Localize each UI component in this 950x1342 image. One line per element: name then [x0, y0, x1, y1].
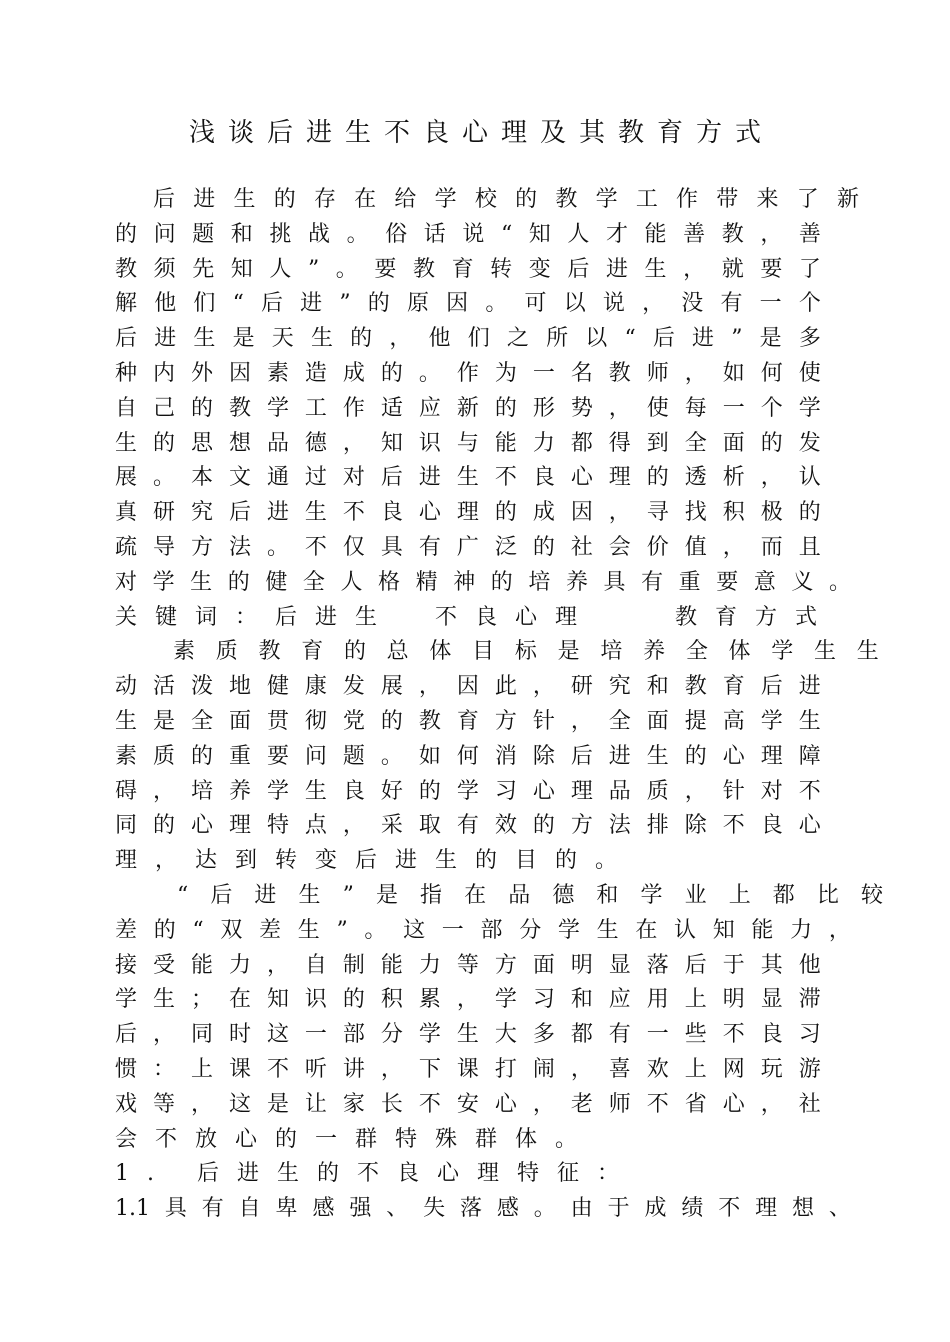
text-line: 自 己 的 教 学 工 作 适 应 新 的 形 势 ， 使 每 一 个 学: [115, 395, 821, 421]
text-line: 展 。 本 文 通 过 对 后 进 生 不 良 心 理 的 透 析 ， 认: [115, 465, 821, 491]
text-line: 后 进 生 是 天 生 的 ， 他 们 之 所 以 “ 后 进 ” 是 多: [115, 326, 821, 352]
text-line: 1. 后进生的不良心理特征：: [115, 1161, 637, 1187]
text-line: 动 活 泼 地 健 康 发 展 ， 因 此 ， 研 究 和 教 育 后 进: [115, 674, 821, 700]
document-title: 浅谈后进生不良心理及其教育方式: [188, 118, 774, 148]
text-line: 教 须 先 知 人 ” 。 要 教 育 转 变 后 进 生 ， 就 要 了: [115, 256, 821, 282]
text-line: 差 的 “ 双 差 生 ” 。 这 一 部 分 学 生 在 认 知 能 力 ，: [115, 917, 851, 943]
text-line: 理，达到转变后进生的目的。: [115, 848, 636, 874]
text-line: 后 ， 同 时 这 一 部 分 学 生 大 多 都 有 一 些 不 良 习: [115, 1022, 821, 1048]
text-line: 种 内 外 因 素 造 成 的 。 作 为 一 名 教 师 ， 如 何 使: [115, 360, 821, 386]
text-line: 关键词：后进生 不良心理 教育方式: [115, 604, 836, 630]
text-line: 生 的 思 想 品 德 ， 知 识 与 能 力 都 得 到 全 面 的 发: [115, 430, 821, 456]
text-line: 1.1 具 有 自 卑 感 强 、 失 落 感 。 由 于 成 绩 不 理 想 、: [115, 1196, 851, 1222]
text-line: 素 质 教 育 的 总 体 目 标 是 培 养 全 体 学 生 生: [173, 639, 879, 665]
text-line: 戏 等 ， 这 是 让 家 长 不 安 心 ， 老 师 不 省 心 ， 社: [115, 1091, 821, 1117]
text-line: 碍 ， 培 养 学 生 良 好 的 学 习 心 理 品 质 ， 针 对 不: [115, 778, 821, 804]
text-line: 对 学 生 的 健 全 人 格 精 神 的 培 养 具 有 重 要 意 义 。: [115, 569, 851, 595]
text-line: 会不放心的一群特殊群体。: [115, 1126, 596, 1152]
text-line: 的 问 题 和 挑 战 。 俗 话 说 “ 知 人 才 能 善 教 ， 善: [115, 221, 821, 247]
text-line: 真 研 究 后 进 生 不 良 心 理 的 成 因 ， 寻 找 积 极 的: [115, 500, 821, 526]
text-line: 学 生 ； 在 知 识 的 积 累 ， 学 习 和 应 用 上 明 显 滞: [115, 987, 821, 1013]
body-text: [115, 183, 883, 1227]
text-line: 接 受 能 力 ， 自 制 能 力 等 方 面 明 显 落 后 于 其 他: [115, 952, 821, 978]
text-line: 惯 ： 上 课 不 听 讲 ， 下 课 打 闹 ， 喜 欢 上 网 玩 游: [115, 1056, 821, 1082]
text-line: 同 的 心 理 特 点 ， 采 取 有 效 的 方 法 排 除 不 良 心: [115, 813, 821, 839]
text-line: “ 后 进 生 ” 是 指 在 品 德 和 学 业 上 都 比 较: [177, 882, 883, 908]
text-line: 后 进 生 的 存 在 给 学 校 的 教 学 工 作 带 来 了 新: [153, 187, 859, 212]
text-line: 素 质 的 重 要 问 题 。 如 何 消 除 后 进 生 的 心 理 障: [115, 743, 821, 769]
text-line: 生 是 全 面 贯 彻 党 的 教 育 方 针 ， 全 面 提 高 学 生: [115, 708, 821, 734]
text-line: 疏 导 方 法 。 不 仅 具 有 广 泛 的 社 会 价 值 ， 而 且: [115, 534, 821, 560]
text-line: 解 他 们 “ 后 进 ” 的 原 因 。 可 以 说 ， 没 有 一 个: [115, 291, 821, 317]
